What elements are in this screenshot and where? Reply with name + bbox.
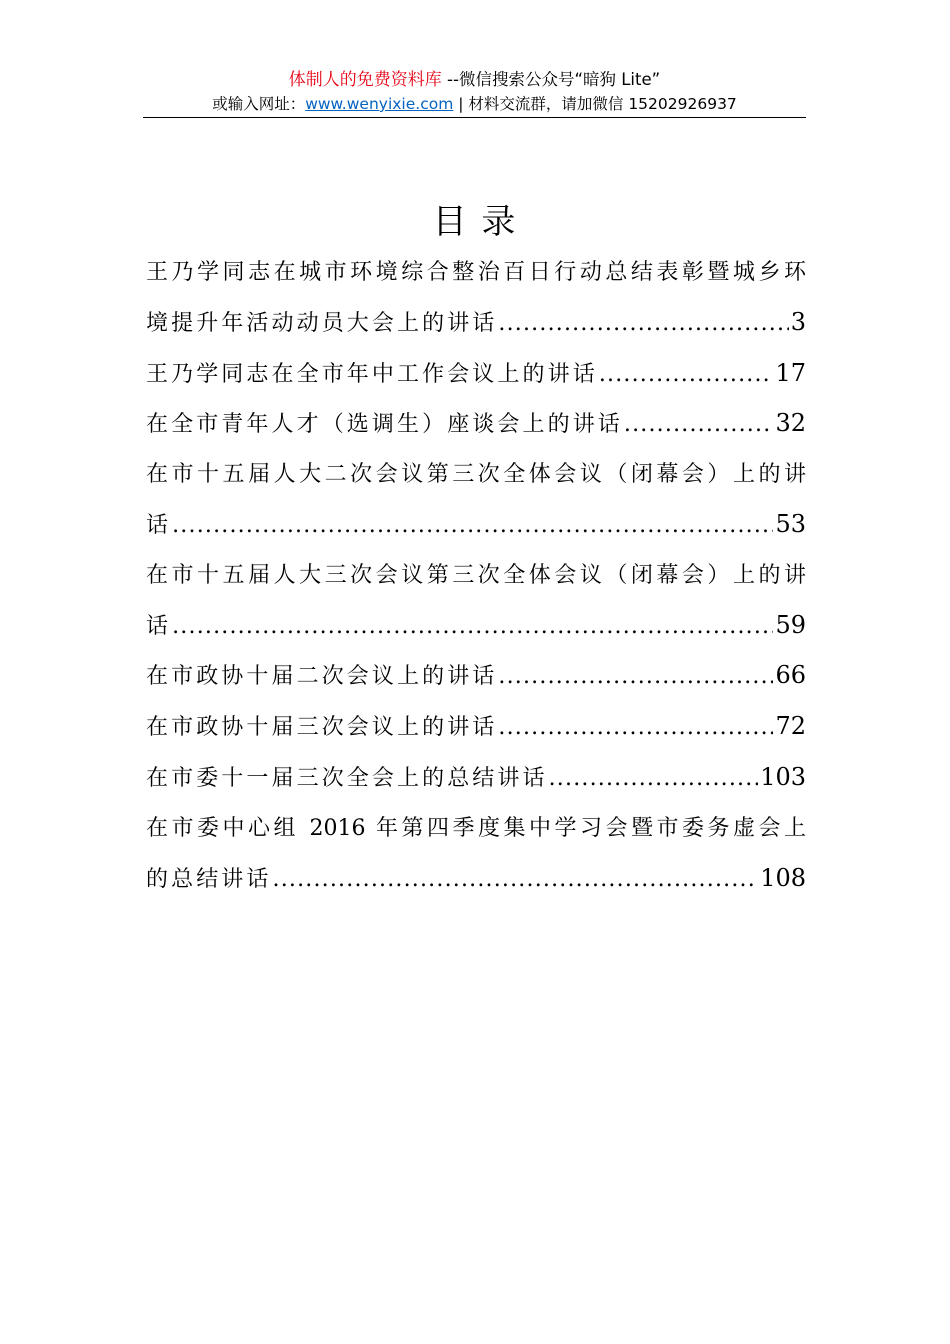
toc-entry[interactable] [146, 753, 806, 804]
toc-entry[interactable] [146, 804, 806, 905]
toc-entry-line [146, 551, 806, 601]
toc-page-number: 72 [775, 712, 806, 741]
header-contact: | 材料交流群，请加微信 15202926937 [453, 95, 737, 113]
toc-entry[interactable] [146, 551, 806, 652]
toc-entry-title: 王乃学同志在城市环境综合整治百日行动总结表彰暨城乡环 [146, 260, 806, 285]
header-divider [143, 117, 806, 118]
toc-entry[interactable] [146, 651, 806, 702]
toc-leader-dots [498, 652, 773, 702]
toc-leader-dots [273, 855, 759, 905]
toc-entry-title: 在市十五届人大三次会议第三次全体会议（闭幕会）上的讲 [146, 562, 806, 588]
toc-leader-dots [172, 501, 773, 551]
site-link[interactable]: www.wenyixie.com [305, 95, 454, 113]
toc-entry-title: 话 [146, 613, 172, 639]
toc-entry[interactable] [146, 349, 806, 400]
document-header [143, 68, 806, 116]
toc-entry-title: 在市政协十届三次会议上的讲话 [146, 715, 498, 741]
toc-entry-line [146, 248, 806, 298]
toc-entry[interactable] [146, 399, 806, 450]
toc-entry-title: 王乃学同志在全市年中工作会议上的讲话 [146, 361, 598, 387]
header-line-1 [143, 68, 806, 92]
toc-leader-dots [172, 602, 773, 652]
toc-entry-title: 在市政协十届二次会议上的讲话 [146, 664, 498, 690]
header-url-prefix: 或输入网址： [212, 95, 306, 113]
header-brand: 体制人的免费资料库 [288, 70, 442, 90]
header-line-2 [143, 92, 806, 116]
toc-entry-line [146, 399, 806, 450]
toc-entry-title: 在市委十一届三次全会上的总结讲话 [146, 765, 548, 791]
toc-page-number: 66 [775, 661, 806, 690]
toc-leader-dots [624, 400, 774, 450]
toc-leader-dots [498, 299, 788, 349]
toc-entry[interactable] [146, 450, 806, 551]
toc-page-number: 108 [760, 863, 806, 892]
toc-page-number: 17 [775, 358, 806, 387]
table-of-contents [146, 248, 806, 904]
toc-entry-line [146, 702, 806, 753]
toc-entry-title: 在市十五届人大二次会议第三次全体会议（闭幕会）上的讲 [146, 462, 806, 488]
toc-entry-line [146, 349, 806, 400]
toc-page-number: 3 [790, 307, 806, 336]
toc-entry-line [146, 500, 806, 551]
toc-entry-line [146, 651, 806, 702]
toc-entry[interactable] [146, 248, 806, 349]
toc-entry-line [146, 298, 806, 349]
toc-page-number: 103 [760, 762, 806, 791]
header-tagline: --微信搜索公众号“暗狗 Lite” [441, 70, 661, 89]
toc-leader-dots [498, 703, 773, 753]
toc-entry-line [146, 753, 806, 804]
toc-entry-title: 境提升年活动动员大会上的讲话 [146, 310, 498, 336]
toc-entry[interactable] [146, 702, 806, 753]
toc-entry-line [146, 804, 806, 854]
toc-entry-line [146, 601, 806, 652]
toc-page-number: 32 [775, 409, 806, 438]
toc-page-number: 59 [775, 610, 806, 639]
toc-entry-title: 在全市青年人才（选调生）座谈会上的讲话 [146, 412, 623, 438]
toc-entry-title: 的总结讲话 [146, 866, 272, 892]
toc-leader-dots [599, 350, 774, 400]
toc-entry-line [146, 854, 806, 905]
toc-page-number: 53 [775, 509, 806, 538]
page-title: 目 录 [432, 202, 518, 242]
toc-entry-title: 在市委中心组 2016 年第四季度集中学习会暨市委务虚会上 [146, 815, 806, 841]
toc-entry-title: 话 [146, 512, 172, 538]
toc-leader-dots [549, 754, 759, 804]
toc-entry-line [146, 450, 806, 500]
